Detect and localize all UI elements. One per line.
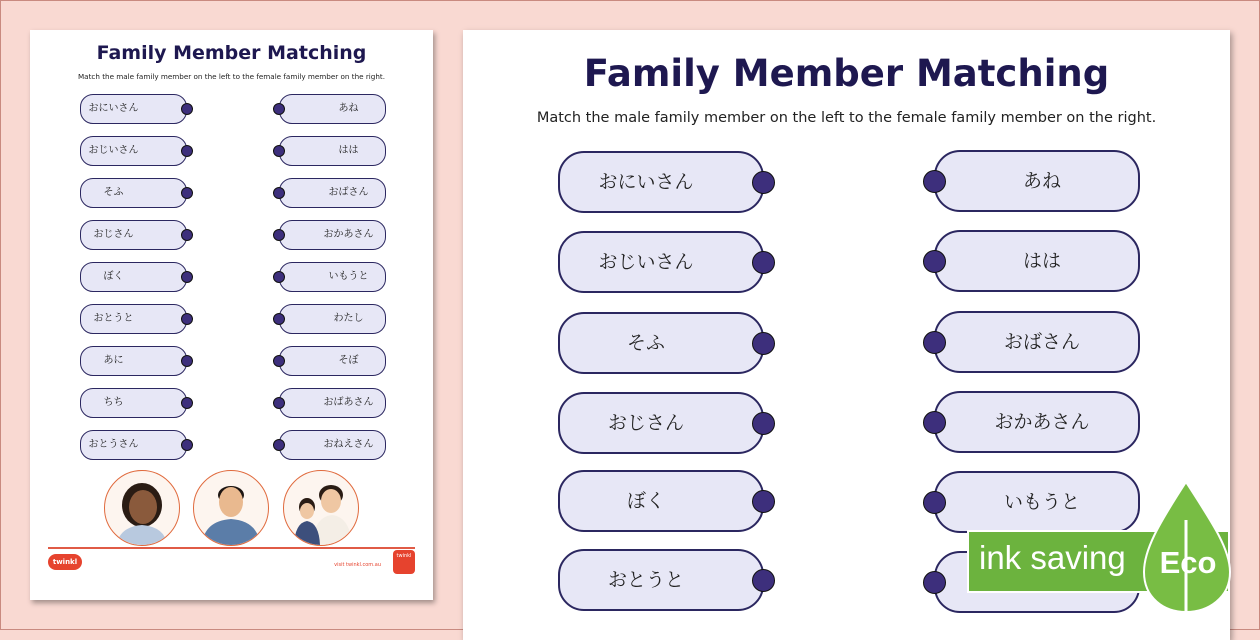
connector-dot xyxy=(273,103,285,115)
connector-dot xyxy=(752,490,775,513)
thumbnail-title: Family Member Matching xyxy=(96,42,367,64)
thumb-left-item: おじさん xyxy=(80,220,187,250)
girl-photo xyxy=(104,470,180,546)
thumb-left-item: おとうと xyxy=(80,304,187,334)
left-item: おとうと xyxy=(558,549,764,611)
thumb-right-item: おねえさん xyxy=(279,430,386,460)
thumb-left-item: おじいさん xyxy=(80,136,187,166)
footer-url: visit twinkl.com.au xyxy=(334,562,381,568)
connector-dot xyxy=(752,569,775,592)
thumb-left-item: ぼく xyxy=(80,262,187,292)
ink-saving-label: ink saving xyxy=(979,539,1126,576)
connector-dot xyxy=(273,439,285,451)
connector-dot xyxy=(181,271,193,283)
thumb-right-item: わたし xyxy=(279,304,386,334)
thumb-right-item: おかあさん xyxy=(279,220,386,250)
connector-dot xyxy=(273,355,285,367)
connector-dot xyxy=(273,397,285,409)
connector-dot xyxy=(273,187,285,199)
thumb-right-item: はは xyxy=(279,136,386,166)
connector-dot xyxy=(923,331,946,354)
left-item: そふ xyxy=(558,312,764,374)
connector-dot xyxy=(181,397,193,409)
connector-dot xyxy=(181,439,193,451)
thumb-right-item: あね xyxy=(279,94,386,124)
thumbnail-instruction: Match the male family member on the left to the female family member on the right. xyxy=(77,72,386,81)
connector-dot xyxy=(752,251,775,274)
thumb-right-item: そぼ xyxy=(279,346,386,376)
left-item: おじいさん xyxy=(558,231,764,293)
twinkl-badge-logo: twinkl xyxy=(393,550,415,574)
connector-dot xyxy=(181,313,193,325)
connector-dot xyxy=(181,229,193,241)
man-photo xyxy=(193,470,269,546)
right-item: おばさん xyxy=(934,311,1140,373)
connector-dot xyxy=(752,412,775,435)
right-item: いもうと xyxy=(934,471,1140,533)
connector-dot xyxy=(181,103,193,115)
right-item: あね xyxy=(934,150,1140,212)
eco-leaf-icon xyxy=(1138,480,1238,625)
left-item: ぼく xyxy=(558,470,764,532)
connector-dot xyxy=(181,145,193,157)
thumb-left-item: ちち xyxy=(80,388,187,418)
thumb-right-item: いもうと xyxy=(279,262,386,292)
instruction-text: Match the male family member on the left to the female family member on the right. xyxy=(536,110,1157,126)
twinkl-logo: twinkl xyxy=(48,554,82,570)
connector-dot xyxy=(752,171,775,194)
thumb-right-item: おばあさん xyxy=(279,388,386,418)
thumb-right-item: おばさん xyxy=(279,178,386,208)
connector-dot xyxy=(923,571,946,594)
connector-dot xyxy=(273,313,285,325)
right-item: おかあさん xyxy=(934,391,1140,453)
left-item: おじさん xyxy=(558,392,764,454)
connector-dot xyxy=(752,332,775,355)
connector-dot xyxy=(181,355,193,367)
left-item: おにいさん xyxy=(558,151,764,213)
connector-dot xyxy=(273,145,285,157)
thumb-left-item: あに xyxy=(80,346,187,376)
thumb-left-item: おにいさん xyxy=(80,94,187,124)
eco-label: Eco xyxy=(1159,545,1217,580)
connector-dot xyxy=(923,491,946,514)
connector-dot xyxy=(273,271,285,283)
right-item: はは xyxy=(934,230,1140,292)
thumb-left-item: そふ xyxy=(80,178,187,208)
connector-dot xyxy=(923,250,946,273)
connector-dot xyxy=(923,411,946,434)
mother-child-photo xyxy=(283,470,359,546)
footer-divider xyxy=(48,547,415,549)
connector-dot xyxy=(181,187,193,199)
page-title: Family Member Matching xyxy=(583,52,1110,95)
thumbnail-page[interactable] xyxy=(30,30,433,600)
connector-dot xyxy=(273,229,285,241)
connector-dot xyxy=(923,170,946,193)
thumb-left-item: おとうさん xyxy=(80,430,187,460)
